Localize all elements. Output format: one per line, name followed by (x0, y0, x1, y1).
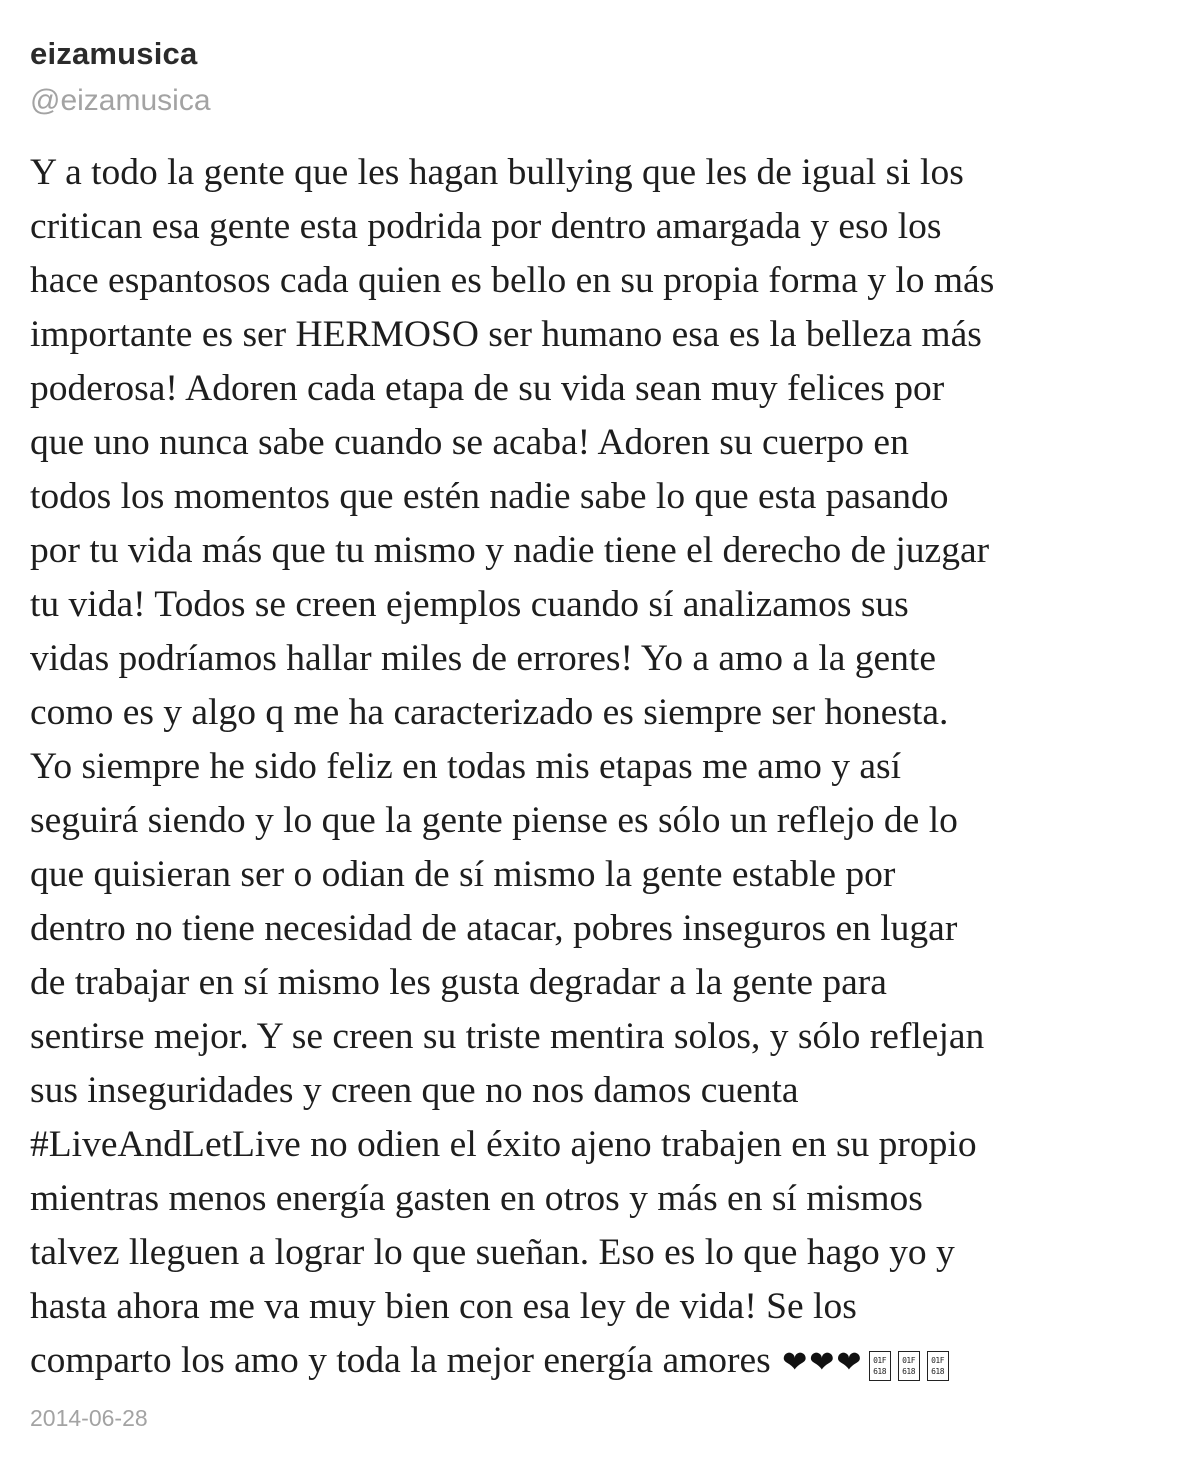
post-line: por tu vida más que tu mismo y nadie tiene el derecho de juzgar (30, 530, 990, 571)
post-line: tu vida! Todos se creen ejemplos cuando sí analizamos sus (30, 584, 909, 625)
emoji-row (780, 1334, 948, 1390)
post-line: seguirá siendo y lo que la gente piense es sólo un reflejo de lo (30, 800, 958, 841)
post-line: dentro no tiene necesidad de atacar, pobres inseguros en lugar (30, 908, 958, 949)
missing-glyph-icon: 01F 618 (927, 1351, 949, 1381)
missing-glyph-icon: 01F 618 (898, 1351, 920, 1381)
post-line: Y a todo la gente que les hagan bullying que les de igual si los (30, 152, 964, 193)
display-name[interactable]: eizamusica (30, 36, 198, 71)
post-line: vidas podríamos hallar miles de errores! Yo a amo a la gente (30, 638, 936, 679)
post-line: que quisieran ser o odian de sí mismo la gente estable por (30, 854, 896, 895)
post-line: hasta ahora me va muy bien con esa ley de vida! Se los (30, 1286, 857, 1327)
user-handle[interactable]: @eizamusica (30, 84, 211, 117)
post-line: de trabajar en sí mismo les gusta degradar a la gente para (30, 962, 887, 1003)
post-line: poderosa! Adoren cada etapa de su vida sean muy felices por (30, 368, 945, 409)
post-line: que uno nunca sabe cuando se acaba! Adoren su cuerpo en (30, 422, 909, 463)
post-line: Yo siempre he sido feliz en todas mis etapas me amo y así (30, 746, 902, 787)
post-line: importante es ser HERMOSO ser humano esa es la belleza más (30, 314, 982, 355)
post-line: critican esa gente esta podrida por dentro amargada y eso los (30, 206, 942, 247)
post-line: como es y algo q me ha caracterizado es siempre ser honesta. (30, 692, 949, 733)
post-line: todos los momentos que estén nadie sabe lo que esta pasando (30, 476, 949, 517)
post-line-last (30, 1334, 1180, 1390)
post-line: hace espantosos cada quien es bello en su propia forma y lo más (30, 260, 995, 301)
missing-glyph-icon: 01F 618 (869, 1351, 891, 1381)
post-timestamp[interactable]: 2014-06-28 (30, 1405, 148, 1431)
post-line: mientras menos energía gasten en otros y más en sí mismos (30, 1178, 923, 1219)
post-line-text: comparto los amo y toda la mejor energía amores (30, 1340, 771, 1381)
heart-icon: ❤ (782, 1345, 808, 1380)
post-line: #LiveAndLetLive no odien el éxito ajeno trabajen en su propio (30, 1124, 977, 1165)
post-body (30, 146, 1180, 1390)
heart-icon: ❤ (836, 1345, 862, 1380)
post-line: talvez lleguen a lograr lo que sueñan. Eso es lo que hago yo y (30, 1232, 955, 1273)
post-line: sus inseguridades y creen que no nos damos cuenta (30, 1070, 799, 1111)
post-line: sentirse mejor. Y se creen su triste mentira solos, y sólo reflejan (30, 1016, 985, 1057)
heart-icon: ❤ (809, 1345, 835, 1380)
